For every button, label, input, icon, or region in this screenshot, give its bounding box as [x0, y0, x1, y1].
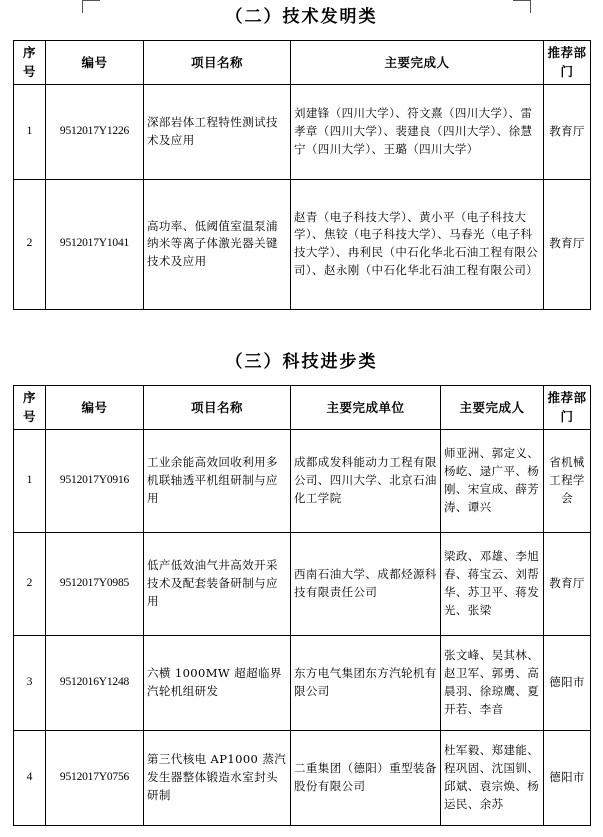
- cell-code: 9512017Y1226: [46, 84, 144, 179]
- table-row: [14, 635, 591, 730]
- cell-index: 2: [14, 532, 46, 635]
- column-header-index: 序号: [14, 386, 46, 430]
- column-header-completers: 主要完成人: [441, 386, 544, 430]
- table-header-row: [14, 386, 591, 430]
- column-header-project: 项目名称: [144, 386, 291, 430]
- cell-project: 工业余能高效回收利用多机联轴透平机组研制与应用: [144, 429, 291, 532]
- section-title-technical-invention: （二）技术发明类: [225, 7, 378, 27]
- table-technical-invention: [13, 40, 591, 310]
- table-header-row: [14, 41, 591, 85]
- cell-completers: 梁政、邓雄、李旭春、蒋宝云、刘帮华、苏卫平、蒋发光、张梁: [441, 532, 544, 635]
- cell-completers: 赵青（电子科技大学）、黄小平（电子科技大学）、焦铰（电子科技大学）、马春光（电子科技大学）、冉利民（中石化华北石油工程有限公司）、赵永刚（中石化华北石油工程有限公司）: [291, 179, 544, 309]
- column-header-project: 项目名称: [144, 41, 291, 85]
- cell-code: 9512017Y0756: [46, 730, 144, 825]
- cell-units: 成都成发科能动力工程有限公司、四川大学、北京石油化工学院: [291, 429, 441, 532]
- cell-code: 9512017Y0916: [46, 429, 144, 532]
- column-header-code: 编号: [46, 41, 144, 85]
- column-header-completers: 主要完成人: [291, 41, 544, 85]
- cell-department: 省机械工程学会: [544, 429, 591, 532]
- section-title-science-progress: （三）科技进步类: [225, 352, 378, 372]
- cell-code: 9512017Y0985: [46, 532, 144, 635]
- cell-project: 高功率、低阈值室温泵浦纳米等离子体激光器关键技术及应用: [144, 179, 291, 309]
- cell-units: 二重集团（德阳）重型装备股份有限公司: [291, 730, 441, 825]
- cell-project: 低产低效油气井高效开采技术及配套装备研制与应用: [144, 532, 291, 635]
- cell-project: 深部岩体工程特性测试技术及应用: [144, 84, 291, 179]
- cell-index: 3: [14, 635, 46, 730]
- cell-department: 教育厅: [544, 532, 591, 635]
- cell-code: 9512016Y1248: [46, 635, 144, 730]
- table-science-progress: [13, 385, 591, 826]
- table-row: [14, 179, 591, 309]
- column-header-units: 主要完成单位: [291, 386, 441, 430]
- cell-department: 教育厅: [544, 179, 591, 309]
- cell-completers: 师亚洲、郭定义、杨屹、逯广平、杨刚、宋宣成、薛芳涛、谭兴: [441, 429, 544, 532]
- column-header-department: 推荐部门: [544, 41, 591, 85]
- cell-units: 东方电气集团东方汽轮机有限公司: [291, 635, 441, 730]
- cell-department: 教育厅: [544, 84, 591, 179]
- table-row: [14, 429, 591, 532]
- cell-code: 9512017Y1041: [46, 179, 144, 309]
- cell-project: 六横 1000MW 超超临界汽轮机组研发: [144, 635, 291, 730]
- cell-completers: 杜军毅、郑建能、程巩固、沈国钏、邱斌、袁宗焕、杨运民、余苏: [441, 730, 544, 825]
- cell-department: 德阳市: [544, 730, 591, 825]
- cell-index: 1: [14, 429, 46, 532]
- cell-project: 第三代核电 AP1000 蒸汽发生器整体锻造水室封头研制: [144, 730, 291, 825]
- cell-completers: 张文峰、吴其林、赵卫军、郭勇、高晨羽、徐琼鹰、夏开若、李音: [441, 635, 544, 730]
- column-header-index: 序号: [14, 41, 46, 85]
- cell-index: 2: [14, 179, 46, 309]
- table-row: [14, 84, 591, 179]
- column-header-department: 推荐部门: [544, 386, 591, 430]
- cell-units: 西南石油大学、成都烃源科技有限责任公司: [291, 532, 441, 635]
- cell-department: 德阳市: [544, 635, 591, 730]
- cell-index: 4: [14, 730, 46, 825]
- cell-index: 1: [14, 84, 46, 179]
- column-header-code: 编号: [46, 386, 144, 430]
- table-row: [14, 532, 591, 635]
- table-row: [14, 730, 591, 825]
- cell-completers: 刘建锋（四川大学）、符文熹（四川大学）、雷孝章（四川大学）、裴建良（四川大学）、徐慧宁（四川大学）、王璐（四川大学）: [291, 84, 544, 179]
